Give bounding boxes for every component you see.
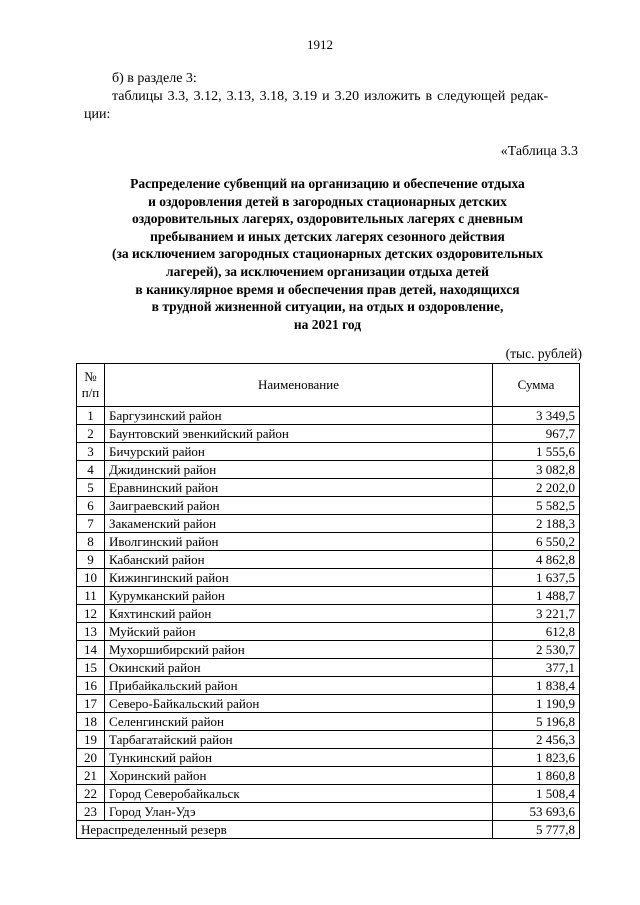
row-number: 6 xyxy=(77,497,105,515)
row-name: Кяхтинский район xyxy=(105,605,493,623)
table-row xyxy=(77,461,580,479)
row-number: 4 xyxy=(77,461,105,479)
row-number: 2 xyxy=(77,425,105,443)
row-sum: 1 190,9 xyxy=(493,695,580,713)
title-line: в трудной жизненной ситуации, на отдых и оздоровление, xyxy=(151,299,504,315)
title-line: Распределение субвенций на организацию и обеспечение отдыха xyxy=(130,176,525,191)
reserve-name: Нераспределенный резерв xyxy=(77,821,493,839)
row-number: 20 xyxy=(77,749,105,767)
row-name: Город Улан-Удэ xyxy=(105,803,493,821)
table-row xyxy=(77,677,580,695)
intro-line-2: таблицы 3.3, 3.12, 3.13, 3.18, 3.19 и 3.20 изложить в следующей редак- xyxy=(112,89,549,104)
table-title xyxy=(70,175,585,333)
row-number: 11 xyxy=(77,587,105,605)
table-label: «Таблица 3.3 xyxy=(500,144,578,159)
header-number-line1: № xyxy=(84,369,97,384)
row-sum: 2 188,3 xyxy=(493,515,580,533)
row-name: Город Северобайкальск xyxy=(105,785,493,803)
row-name: Мухоршибирский район xyxy=(105,641,493,659)
row-sum: 967,7 xyxy=(493,425,580,443)
row-number: 23 xyxy=(77,803,105,821)
row-number: 1 xyxy=(77,407,105,425)
header-number xyxy=(77,364,105,407)
title-line: оздоровительных лагерях, оздоровительных лагерях с дневным xyxy=(131,211,524,227)
row-number: 16 xyxy=(77,677,105,695)
row-name: Селенгинский район xyxy=(105,713,493,731)
row-sum: 53 693,6 xyxy=(493,803,580,821)
row-number: 15 xyxy=(77,659,105,677)
row-number: 12 xyxy=(77,605,105,623)
table-row xyxy=(77,641,580,659)
row-name: Муйский район xyxy=(105,623,493,641)
row-number: 17 xyxy=(77,695,105,713)
title-line: и оздоровления детей в загородных стационарных детских xyxy=(148,193,507,209)
table-row xyxy=(77,785,580,803)
table-header-row xyxy=(77,364,580,407)
intro-line-3: ции: xyxy=(84,107,111,122)
title-line: на 2021 год xyxy=(293,316,362,332)
row-sum: 3 349,5 xyxy=(493,407,580,425)
row-name: Баргузинский район xyxy=(105,407,493,425)
table-row xyxy=(77,533,580,551)
row-name: Тункинский район xyxy=(105,749,493,767)
header-number-line2: п/п xyxy=(81,385,100,400)
table-row xyxy=(77,569,580,587)
row-sum: 5 582,5 xyxy=(493,497,580,515)
row-name: Кижингинский район xyxy=(105,569,493,587)
row-sum: 1 823,6 xyxy=(493,749,580,767)
row-name: Бичурский район xyxy=(105,443,493,461)
row-sum: 2 530,7 xyxy=(493,641,580,659)
row-sum: 1 637,5 xyxy=(493,569,580,587)
row-sum: 612,8 xyxy=(493,623,580,641)
reserve-row xyxy=(77,821,580,839)
row-number: 7 xyxy=(77,515,105,533)
table-row xyxy=(77,515,580,533)
row-number: 19 xyxy=(77,731,105,749)
table-row xyxy=(77,803,580,821)
row-number: 22 xyxy=(77,785,105,803)
row-sum: 2 456,3 xyxy=(493,731,580,749)
table-row xyxy=(77,767,580,785)
title-line: (за исключением загородных стационарных детских оздоровительных xyxy=(111,246,544,262)
title-line: в каникулярное время и обеспечения прав детей, находящихся xyxy=(135,281,520,297)
header-sum: Сумма xyxy=(493,364,580,407)
row-name: Прибайкальский район xyxy=(105,677,493,695)
row-name: Джидинский район xyxy=(105,461,493,479)
row-name: Северо-Байкальский район xyxy=(105,695,493,713)
row-sum: 1 838,4 xyxy=(493,677,580,695)
row-name: Курумканский район xyxy=(105,587,493,605)
row-number: 13 xyxy=(77,623,105,641)
row-name: Баунтовский эвенкийский район xyxy=(105,425,493,443)
title-line: пребыванием и иных детских лагерях сезонного действия xyxy=(150,228,505,244)
reserve-sum: 5 777,8 xyxy=(493,821,580,839)
row-number: 9 xyxy=(77,551,105,569)
page-number: 1912 xyxy=(307,37,333,52)
table-row xyxy=(77,749,580,767)
table-row xyxy=(77,497,580,515)
table-row xyxy=(77,479,580,497)
row-sum: 6 550,2 xyxy=(493,533,580,551)
row-number: 5 xyxy=(77,479,105,497)
row-name: Еравнинский район xyxy=(105,479,493,497)
row-name: Тарбагатайский район xyxy=(105,731,493,749)
row-sum: 1 555,6 xyxy=(493,443,580,461)
row-sum: 3 082,8 xyxy=(493,461,580,479)
row-sum: 377,1 xyxy=(493,659,580,677)
row-number: 3 xyxy=(77,443,105,461)
row-name: Заиграевский район xyxy=(105,497,493,515)
subsidy-table xyxy=(76,363,580,839)
table-row xyxy=(77,605,580,623)
row-sum: 1 860,8 xyxy=(493,767,580,785)
table-row xyxy=(77,695,580,713)
table-row xyxy=(77,659,580,677)
row-number: 10 xyxy=(77,569,105,587)
row-sum: 3 221,7 xyxy=(493,605,580,623)
row-sum: 4 862,8 xyxy=(493,551,580,569)
row-number: 21 xyxy=(77,767,105,785)
table-row xyxy=(77,623,580,641)
row-name: Закаменский район xyxy=(105,515,493,533)
row-number: 14 xyxy=(77,641,105,659)
row-number: 18 xyxy=(77,713,105,731)
row-sum: 2 202,0 xyxy=(493,479,580,497)
row-name: Кабанский район xyxy=(105,551,493,569)
table-row xyxy=(77,425,580,443)
row-name: Хоринский район xyxy=(105,767,493,785)
title-line: лагерей), за исключением организации отдыха детей xyxy=(166,263,489,279)
row-sum: 1 508,4 xyxy=(493,785,580,803)
row-name: Окинский район xyxy=(105,659,493,677)
table-row xyxy=(77,731,580,749)
table-row xyxy=(77,713,580,731)
table-row xyxy=(77,587,580,605)
table-row xyxy=(77,551,580,569)
row-sum: 5 196,8 xyxy=(493,713,580,731)
row-name: Иволгинский район xyxy=(105,533,493,551)
units-label: (тыс. рублей) xyxy=(505,346,582,361)
table-row xyxy=(77,443,580,461)
intro-line-1: б) в разделе 3: xyxy=(112,71,197,86)
header-name: Наименование xyxy=(105,364,493,407)
row-sum: 1 488,7 xyxy=(493,587,580,605)
row-number: 8 xyxy=(77,533,105,551)
table-row xyxy=(77,407,580,425)
